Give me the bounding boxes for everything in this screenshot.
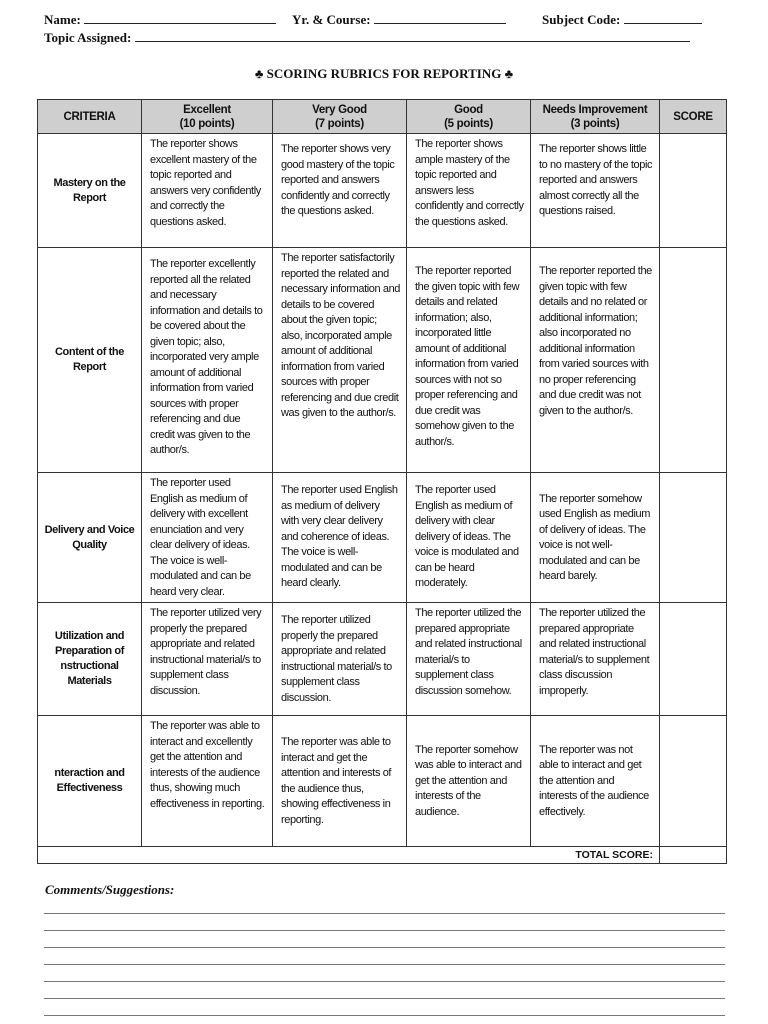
- header-needs-improvement-points: (3 points): [570, 117, 620, 130]
- topic-label: Topic Assigned:: [44, 30, 132, 45]
- page-title: ♣ SCORING RUBRICS FOR REPORTING ♣: [254, 66, 514, 81]
- table-row: [38, 716, 727, 847]
- cell-very-good: The reporter used English as medium of delivery with very clear delivery and coherence of ideas. The voice is well-modulated and can be heard clearly.: [273, 473, 407, 603]
- total-score-cell[interactable]: [660, 847, 727, 864]
- header-excellent-label: Excellent: [183, 103, 231, 116]
- name-label: Name:: [44, 12, 81, 27]
- criteria-delivery: Delivery and Voice Quality: [38, 473, 142, 603]
- header-good-label: Good: [454, 103, 483, 116]
- cell-good: The reporter somehow was able to interact and get the attention and interests of the audience.: [407, 716, 531, 847]
- cell-excellent: The reporter was able to interact and excellently get the attention and interests of the audience thus, showing much effectiveness in reporting.: [142, 716, 273, 847]
- score-cell[interactable]: [660, 603, 727, 716]
- cell-excellent: The reporter utilized very properly the prepared appropriate and related instructional material/s to supplement class discussion.: [142, 603, 273, 716]
- header-score: SCORE: [660, 100, 727, 134]
- comment-line[interactable]: [44, 1015, 725, 1016]
- comments-label: Comments/Suggestions:: [45, 882, 175, 897]
- total-row-spacer: [273, 847, 407, 864]
- score-cell[interactable]: [660, 248, 727, 473]
- comment-line[interactable]: [44, 913, 725, 914]
- criteria-mastery: Mastery on the Report: [38, 134, 142, 248]
- comment-line[interactable]: [44, 981, 725, 982]
- year-course-field[interactable]: [374, 12, 506, 24]
- cell-excellent: The reporter excellently reported all the related and necessary information and details to be covered about the given topic; also, incorporated very ample amount of additional information from varied sources with proper referencing and due credit was given to the author/s.: [142, 248, 273, 473]
- score-cell[interactable]: [660, 473, 727, 603]
- cell-good: The reporter shows ample mastery of the topic reported and answers less confidently and correctly the questions asked.: [407, 134, 531, 248]
- score-cell[interactable]: [660, 134, 727, 248]
- cell-very-good: The reporter utilized properly the prepared appropriate and related instructional material/s to supplement class discussion.: [273, 603, 407, 716]
- cell-needs-improvement: The reporter utilized the prepared appropriate and related instructional material/s to supplement class discussion improperly.: [531, 603, 660, 716]
- total-row-spacer: [142, 847, 273, 864]
- comment-line[interactable]: [44, 998, 725, 999]
- criteria-utilization: Utilization and Preparation of nstructional Materials: [38, 603, 142, 716]
- year-course-label: Yr. & Course:: [292, 12, 371, 27]
- cell-good: The reporter used English as medium of delivery with clear delivery of ideas. The voice is modulated and can be heard moderately.: [407, 473, 531, 603]
- cell-very-good: The reporter satisfactorily reported the related and necessary information and details to be covered about the given topic; also, incorporated ample amount of additional information from varied sources with proper referencing and due credit was given to the author/s.: [273, 248, 407, 473]
- table-row: [38, 603, 727, 716]
- cell-excellent: The reporter used English as medium of delivery with excellent enunciation and very clear delivery of ideas. The voice is well-modulated and can be heard very clear.: [142, 473, 273, 603]
- cell-very-good: The reporter was able to interact and get the attention and interests of the audience thus, showing effectiveness in reporting.: [273, 716, 407, 847]
- header-criteria: CRITERIA: [38, 100, 142, 134]
- total-row: [38, 847, 727, 864]
- subject-code-label: Subject Code:: [542, 12, 621, 27]
- header-excellent-points: (10 points): [179, 117, 235, 130]
- header-good-points: (5 points): [444, 117, 493, 130]
- header-good: [407, 100, 531, 134]
- table-row: [38, 134, 727, 248]
- rubric-table: [37, 99, 727, 864]
- total-row-spacer: [407, 847, 531, 864]
- comment-line[interactable]: [44, 947, 725, 948]
- subject-code-field[interactable]: [624, 12, 702, 24]
- header-needs-improvement-label: Needs Improvement: [542, 103, 648, 116]
- cell-needs-improvement: The reporter somehow used English as medium of delivery of ideas. The voice is not well-modulated and can be heard barely.: [531, 473, 660, 603]
- comment-line[interactable]: [44, 964, 725, 965]
- cell-very-good: The reporter shows very good mastery of the topic reported and answers confidently and correctly the questions asked.: [273, 134, 407, 248]
- table-row: [38, 473, 727, 603]
- cell-good: The reporter utilized the prepared appropriate and related instructional material/s to supplement class discussion somehow.: [407, 603, 531, 716]
- cell-needs-improvement: The reporter reported the given topic with few details and no related or additional information; also incorporated no additional information from varied sources with no proper referencing and due credit was not given to the author/s.: [531, 248, 660, 473]
- name-field[interactable]: [84, 12, 276, 24]
- cell-excellent: The reporter shows excellent mastery of the topic reported and answers very confidently and correctly the questions asked.: [142, 134, 273, 248]
- header-needs-improvement: [531, 100, 660, 134]
- table-row: [38, 248, 727, 473]
- header-very-good: [273, 100, 407, 134]
- total-score-label: TOTAL SCORE:: [531, 847, 660, 864]
- criteria-interaction: nteraction and Effectiveness: [38, 716, 142, 847]
- total-row-spacer: [38, 847, 142, 864]
- table-header-row: [38, 100, 727, 134]
- score-cell[interactable]: [660, 716, 727, 847]
- header-very-good-points: (7 points): [315, 117, 364, 130]
- cell-needs-improvement: The reporter shows little to no mastery of the topic reported and answers almost correctly all the questions raised.: [531, 134, 660, 248]
- topic-field[interactable]: [135, 30, 690, 42]
- cell-good: The reporter reported the given topic with few details and related information; also, incorporated little amount of additional information from varied sources with not so proper referencing and due credit was somehow given to the author/s.: [407, 248, 531, 473]
- header-excellent: [142, 100, 273, 134]
- criteria-content: Content of the Report: [38, 248, 142, 473]
- cell-needs-improvement: The reporter was not able to interact and get the attention and interests of the audience effectively.: [531, 716, 660, 847]
- header-very-good-label: Very Good: [312, 103, 367, 116]
- comment-line[interactable]: [44, 930, 725, 931]
